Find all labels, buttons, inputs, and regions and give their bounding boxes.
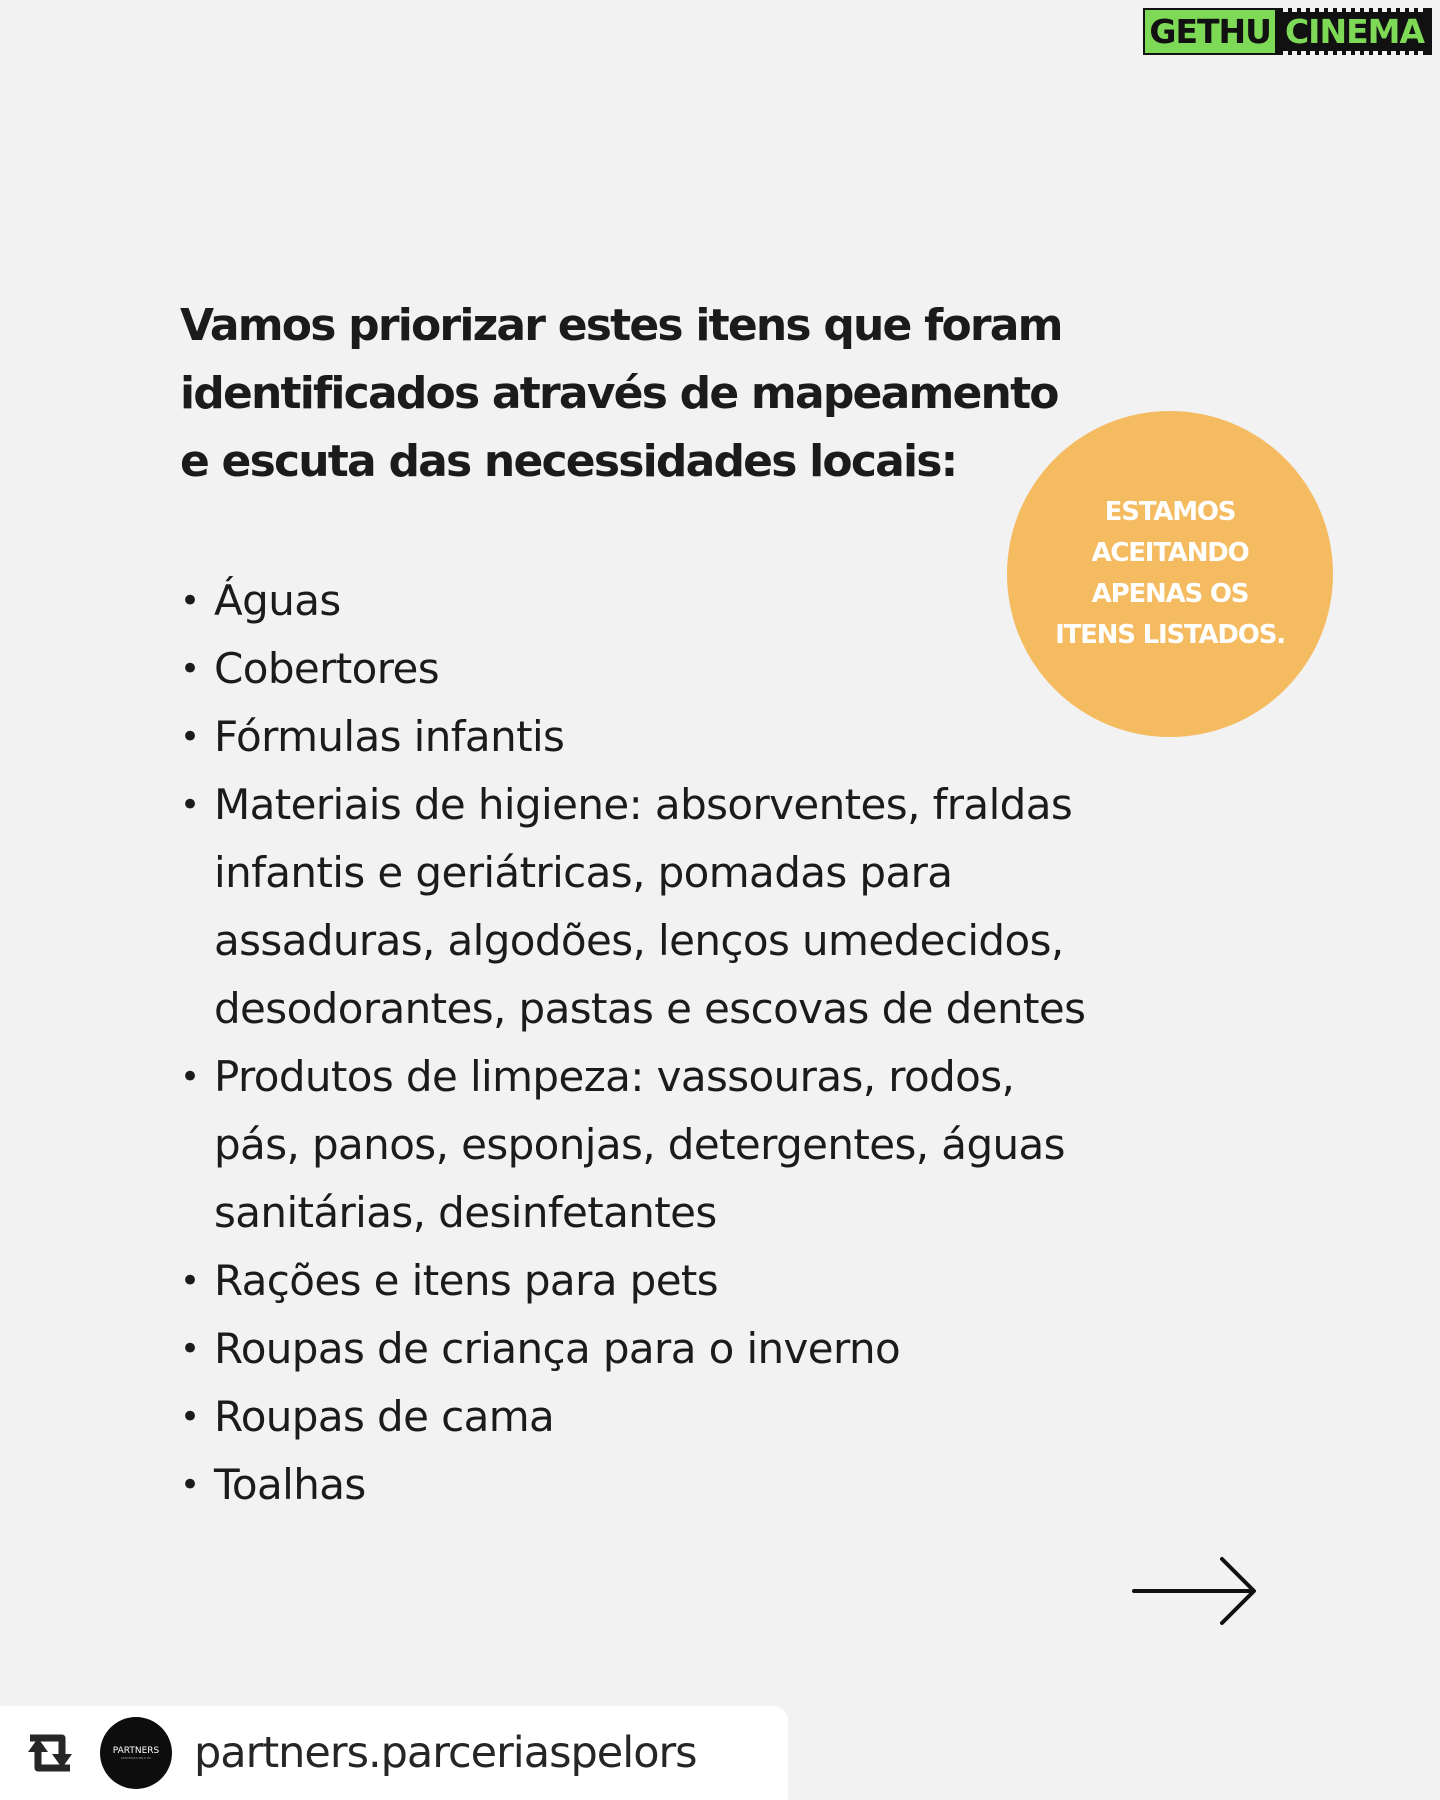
- bullet: •: [180, 1465, 200, 1505]
- donation-items-list: [180, 567, 1220, 1519]
- watermark-part-2: CINEMA: [1277, 8, 1432, 55]
- list-item-text: Toalhas: [214, 1460, 366, 1509]
- list-item: [180, 703, 1220, 771]
- list-item-text: pás, panos, esponjas, detergentes, águas: [214, 1120, 1065, 1169]
- bullet: •: [180, 649, 200, 689]
- avatar-logo-text: PARTNERS: [112, 1746, 160, 1756]
- badge-line: ESTAMOS: [1104, 497, 1236, 527]
- list-item: [180, 567, 1220, 635]
- list-item-text: desodorantes, pastas e escovas de dentes: [214, 984, 1086, 1033]
- bullet: •: [180, 785, 200, 825]
- list-item: [180, 1247, 1220, 1315]
- repost-bar: [0, 1706, 788, 1800]
- avatar[interactable]: [100, 1717, 172, 1789]
- list-item: [180, 771, 1220, 1043]
- arrow-right-icon[interactable]: [1130, 1555, 1258, 1627]
- badge-line: ITENS LISTADOS.: [1055, 620, 1285, 650]
- list-item-text: assaduras, algodões, lenços umedecidos,: [214, 916, 1064, 965]
- list-item-text: Rações e itens para pets: [214, 1256, 719, 1305]
- bullet: •: [180, 717, 200, 757]
- list-item-text: sanitárias, desinfetantes: [214, 1188, 717, 1237]
- username-link[interactable]: partners.parceriaspelors: [194, 1728, 697, 1778]
- list-item-text: Roupas de cama: [214, 1392, 555, 1441]
- list-item-text: Fórmulas infantis: [214, 712, 565, 761]
- headline: [180, 292, 1080, 496]
- list-item: [180, 1383, 1220, 1451]
- list-item-text: Roupas de criança para o inverno: [214, 1324, 901, 1373]
- list-item: [180, 1451, 1220, 1519]
- bullet: •: [180, 1397, 200, 1437]
- headline-line: Vamos priorizar estes itens que foram: [180, 300, 1062, 351]
- headline-line: identificados através de mapeamento: [180, 368, 1058, 419]
- list-item-text: infantis e geriátricas, pomadas para: [214, 848, 953, 897]
- badge-line: APENAS OS: [1091, 579, 1249, 609]
- list-item: [180, 1315, 1220, 1383]
- list-item-text: Águas: [214, 576, 341, 625]
- bullet: •: [180, 581, 200, 621]
- watermark-logo: [1143, 8, 1432, 55]
- badge-line: ACEITANDO: [1091, 538, 1249, 568]
- bullet: •: [180, 1057, 200, 1097]
- bullet: •: [180, 1261, 200, 1301]
- list-item-text: Cobertores: [214, 644, 440, 693]
- list-item: [180, 635, 1220, 703]
- avatar-logo-subtext: PARCERIAS PELO RS: [120, 1756, 152, 1760]
- list-item: [180, 1043, 1220, 1247]
- list-item-text: Produtos de limpeza: vassouras, rodos,: [214, 1052, 1015, 1101]
- repost-icon: [22, 1728, 78, 1778]
- list-item-text: Materiais de higiene: absorventes, fraldas: [214, 780, 1073, 829]
- watermark-part-1: GETHU: [1143, 8, 1277, 55]
- headline-line: e escuta das necessidades locais:: [180, 436, 957, 487]
- bullet: •: [180, 1329, 200, 1369]
